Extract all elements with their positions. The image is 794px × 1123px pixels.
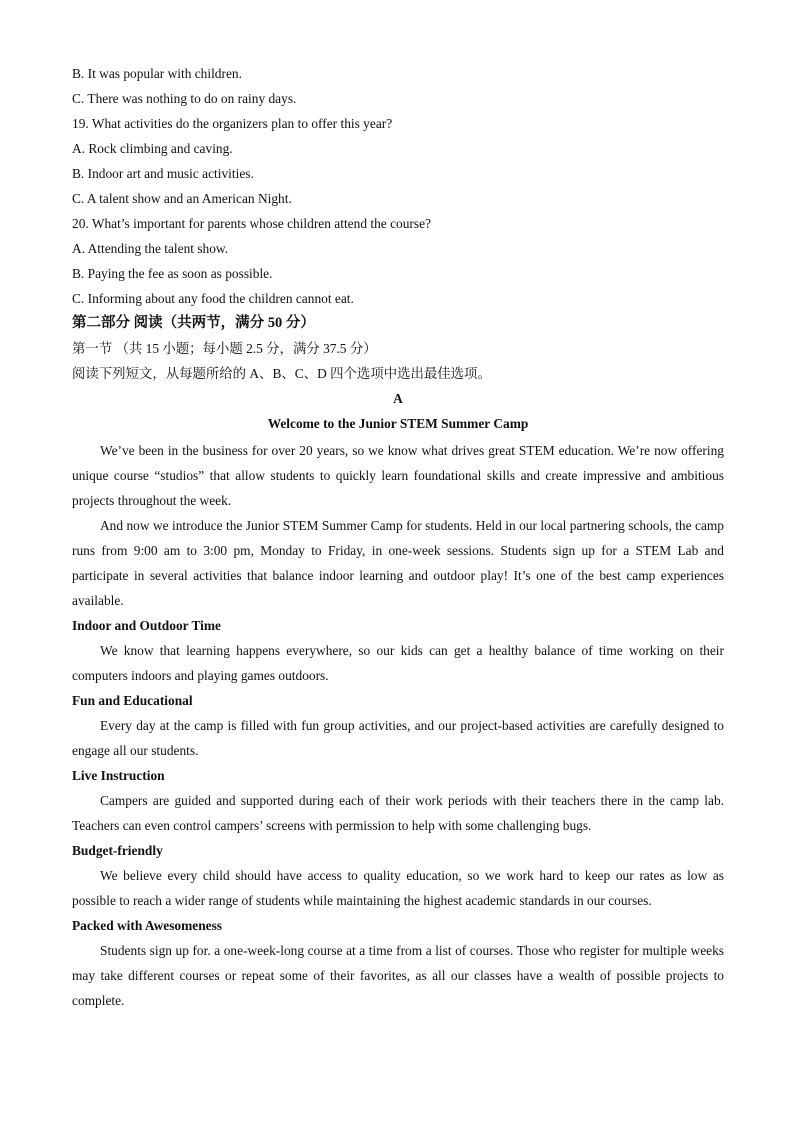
- section-subheading: Packed with Awesomeness: [72, 918, 223, 933]
- option-line: A. Attending the talent show.: [72, 241, 229, 256]
- exam-page: [72, 63, 724, 1013]
- passage-paragraph: We believe every child should have access to quality education, so we work hard to keep our rates as low as possible to reach a wider range of students while maintaining the highest academic standards in our courses.: [72, 868, 724, 908]
- section-subheading: Fun and Educational: [72, 693, 193, 708]
- question-stem: 19. What activities do the organizers plan to offer this year?: [72, 116, 393, 131]
- option-line: C. There was nothing to do on rainy days.: [72, 91, 297, 106]
- option-line: C. Informing about any food the children cannot eat.: [72, 291, 354, 306]
- passage-title: Welcome to the Junior STEM Summer Camp: [267, 416, 529, 431]
- section-subheading: Indoor and Outdoor Time: [72, 618, 221, 633]
- option-line: A. Rock climbing and caving.: [72, 141, 233, 156]
- option-line: B. It was popular with children.: [72, 66, 242, 81]
- passage-paragraph: We’ve been in the business for over 20 years, so we know what drives great STEM education. We’re now offering unique course “studios” that allow students to quickly learn foundational skills and create impressive and ambitious projects throughout the week.: [72, 443, 724, 508]
- section-subheading: Live Instruction: [72, 768, 165, 783]
- passage-paragraph: We know that learning happens everywhere, so our kids can get a healthy balance of time working on their computers indoors and playing games outdoors.: [72, 643, 724, 683]
- passage-paragraph: Every day at the camp is filled with fun group activities, and our project-based activities are carefully designed to engage all our students.: [72, 718, 724, 758]
- instructions: 阅读下列短文，从每题所给的 A、B、C、D 四个选项中选出最佳选项。: [72, 366, 491, 381]
- passage-paragraph: Students sign up for. a one-week-long course at a time from a list of courses. Those who register for multiple weeks may take different courses or repeat some of their favorites, as all our classes have a wealth of possible projects to complete.: [72, 943, 724, 1008]
- option-line: C. A talent show and an American Night.: [72, 191, 292, 206]
- passage-paragraph: And now we introduce the Junior STEM Summer Camp for students. Held in our local partnering schools, the camp runs from 9:00 am to 3:00 pm, Monday to Friday, in one-week sessions. Students sign up for a STEM Lab and participate in several activities that balance indoor learning and outdoor play! It’s one of the best camp experiences available.: [72, 518, 724, 608]
- section-subheading: Budget-friendly: [72, 843, 163, 858]
- section-heading: 第一节 （共 15 小题；每小题 2.5 分，满分 37.5 分）: [72, 341, 377, 356]
- option-line: B. Indoor art and music activities.: [72, 166, 254, 181]
- option-line: B. Paying the fee as soon as possible.: [72, 266, 273, 281]
- passage-paragraph: Campers are guided and supported during each of their work periods with their teachers there in the camp lab. Teachers can even control campers’ screens with permission to help with some challenging bugs.: [72, 793, 724, 833]
- part-heading: 第二部分 阅读（共两节，满分 50 分）: [72, 315, 315, 331]
- passage-label: A: [393, 391, 403, 406]
- question-stem: 20. What’s important for parents whose children attend the course?: [72, 216, 431, 231]
